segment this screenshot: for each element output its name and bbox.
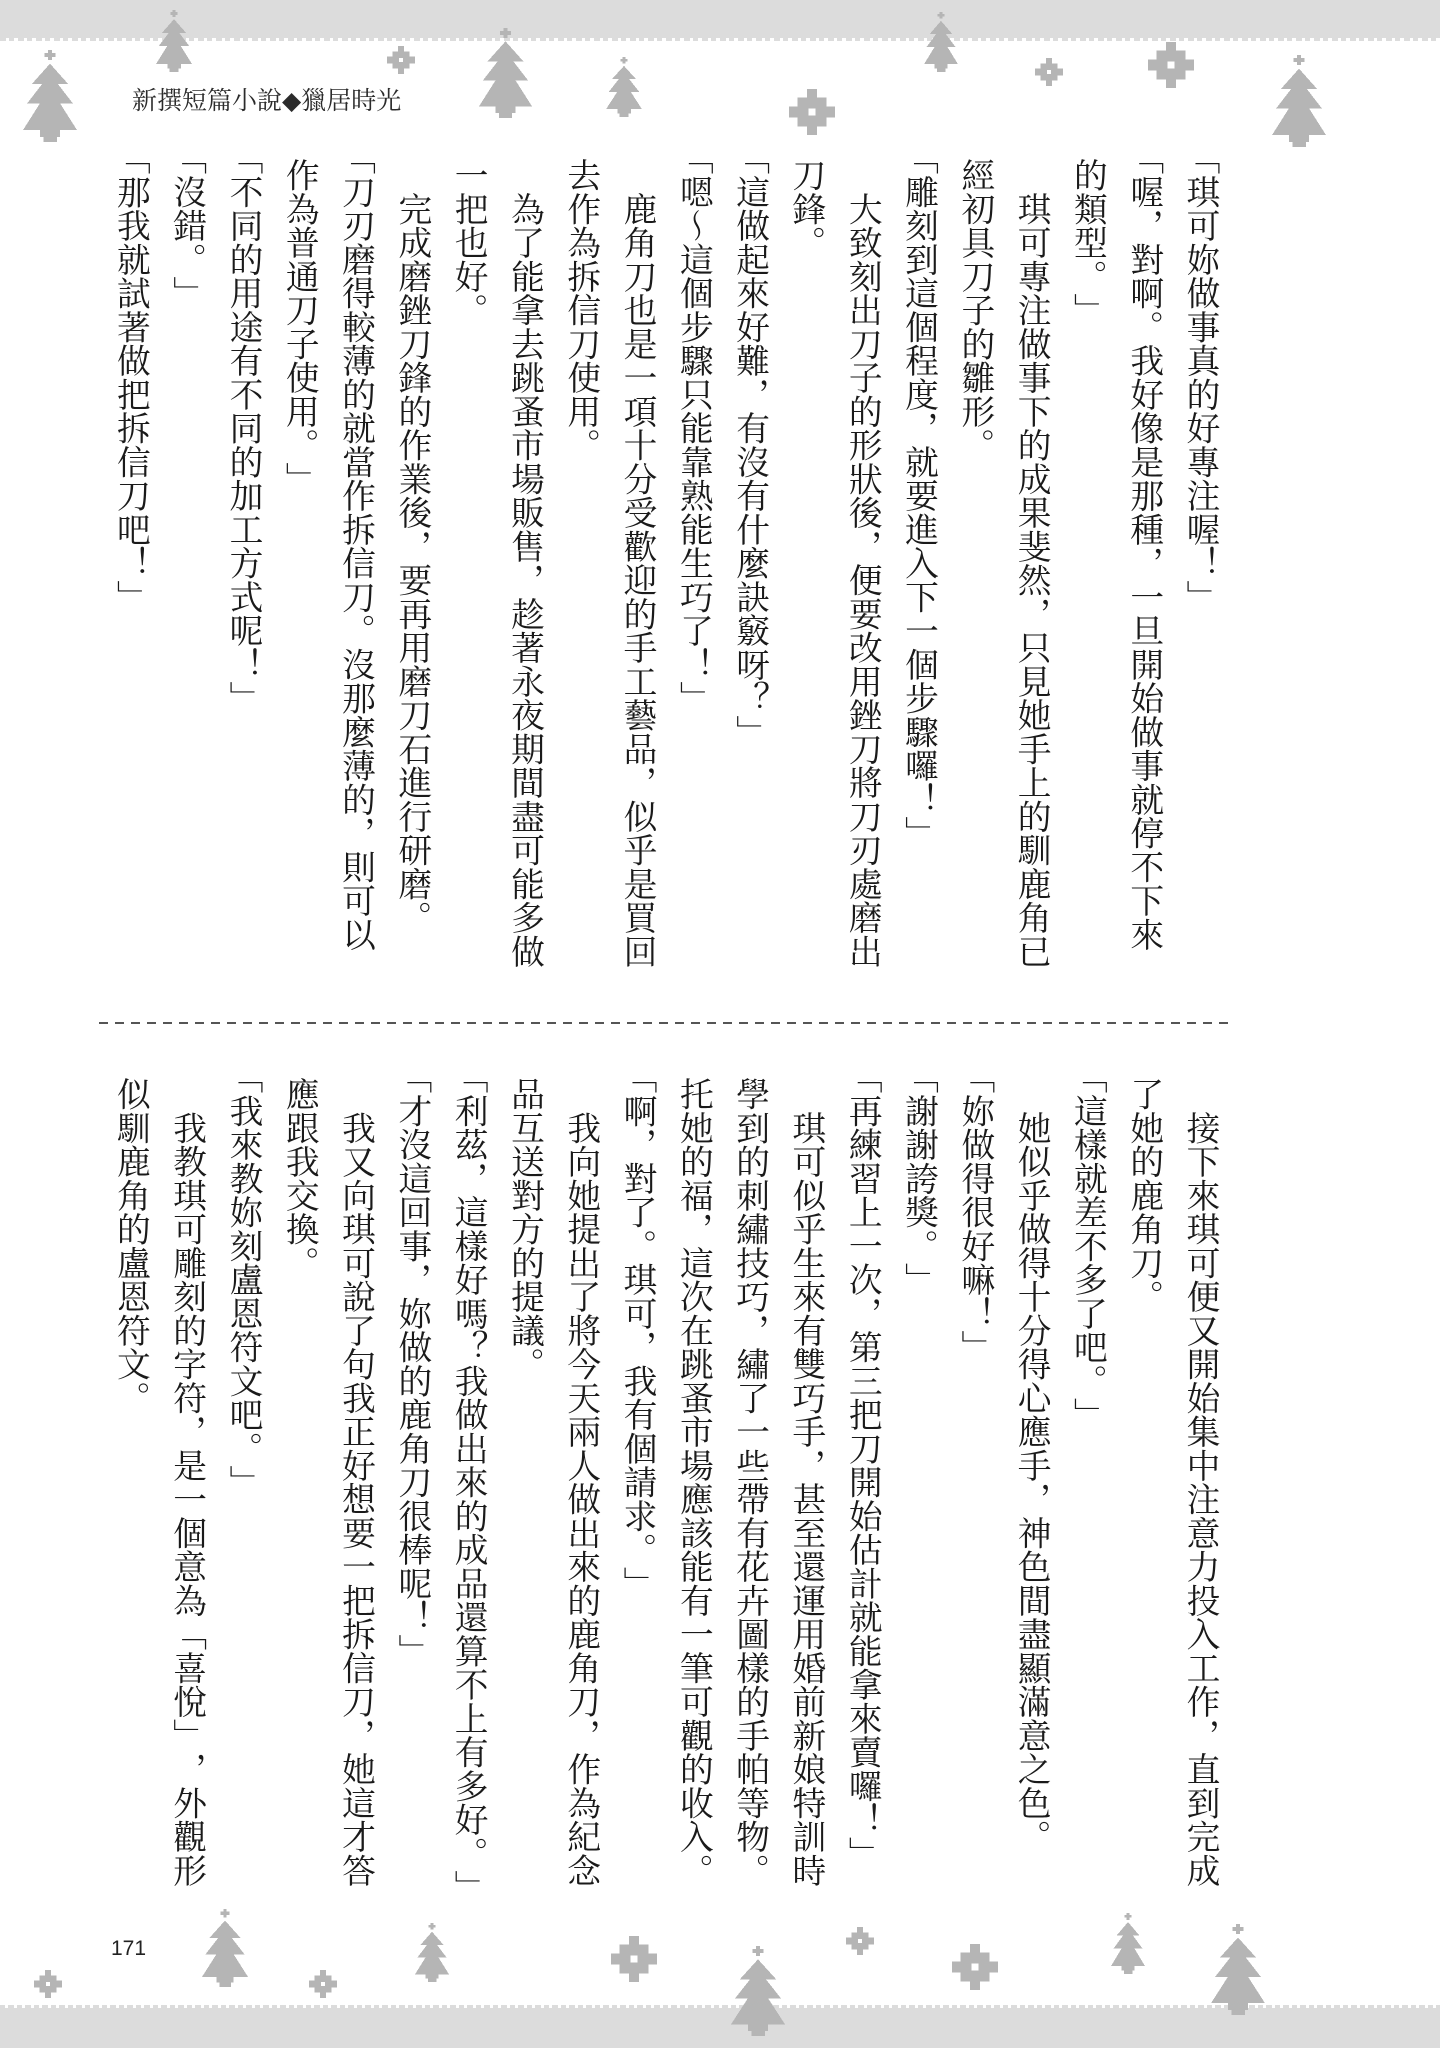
snowflake-icon bbox=[846, 1927, 874, 1955]
text-column: 托她的福，這次在跳蚤市場應該能有一筆可觀的收入。 bbox=[674, 1077, 714, 1887]
dialogue-paragraph bbox=[215, 1060, 271, 1907]
snowflake-icon bbox=[387, 46, 415, 74]
text-column: 學到的刺繡技巧，繡了一些帶有花卉圖樣的手帕等物。 bbox=[730, 1077, 770, 1887]
dialogue-paragraph bbox=[890, 1060, 946, 1907]
narration-paragraph bbox=[947, 158, 1060, 988]
narration-paragraph bbox=[552, 158, 665, 988]
text-column: 了她的鹿角刀。 bbox=[1124, 1077, 1164, 1314]
text-column: 「謝謝誇獎。」 bbox=[899, 1060, 939, 1297]
narration-paragraph bbox=[778, 158, 891, 988]
dialogue-paragraph bbox=[271, 141, 384, 988]
dialogue-paragraph bbox=[834, 1060, 890, 1907]
text-column: 我教琪可雕刻的字符，是一個意為「喜悅」，外觀形 bbox=[167, 1077, 207, 1887]
snowflake-icon bbox=[34, 1970, 62, 1998]
text-column: 「我來教妳刻盧恩符文吧。」 bbox=[223, 1060, 263, 1499]
text-column: 我向她提出了將今天兩人做出來的鹿角刀，作為紀念 bbox=[561, 1077, 601, 1887]
text-column: 我又向琪可說了句我正好想要一把拆信刀，她這才答 bbox=[336, 1077, 376, 1887]
tree-icon bbox=[23, 50, 77, 142]
dialogue-paragraph bbox=[384, 1060, 440, 1907]
text-column: 應跟我交換。 bbox=[280, 1077, 320, 1280]
dialogue-paragraph bbox=[609, 1060, 665, 1907]
text-column: 「嗯～這個步驟只能靠熟能生巧了！」 bbox=[674, 141, 714, 715]
text-column: 「雕刻到這個程度，就要進入下一個步驟囉！」 bbox=[899, 141, 939, 850]
running-header: 新撰短篇小說◆獵居時光 bbox=[132, 86, 402, 115]
text-column: 「利茲，這樣好嗎？我做出來的成品還算不上有多好。」 bbox=[449, 1060, 489, 1904]
snowflake-icon bbox=[789, 89, 835, 135]
text-column: 她似乎做得十分得心應手，神色間盡顯滿意之色。 bbox=[1012, 1077, 1052, 1854]
text-column: 為了能拿去跳蚤市場販售，趁著永夜期間盡可能多做 bbox=[505, 158, 545, 968]
tree-icon bbox=[924, 12, 958, 72]
dialogue-paragraph bbox=[1059, 1060, 1115, 1907]
text-column: 「沒錯。」 bbox=[167, 141, 207, 310]
snowflake-icon bbox=[1035, 58, 1063, 86]
dialogue-paragraph bbox=[1172, 141, 1228, 988]
text-column: 作為普通刀子使用。」 bbox=[280, 158, 320, 496]
tree-icon bbox=[156, 10, 192, 72]
tree-icon bbox=[731, 1946, 785, 2036]
scene-break-dashed-line bbox=[99, 1022, 1229, 1024]
text-column: 經初具刀子的雛形。 bbox=[955, 158, 995, 462]
snowflake-icon bbox=[952, 1944, 998, 1990]
narration-paragraph bbox=[440, 158, 553, 988]
tree-icon bbox=[479, 28, 532, 118]
text-column: 「喔，對啊。我好像是那種，一旦開始做事就停不下來 bbox=[1124, 141, 1164, 952]
text-block-lower bbox=[102, 1060, 1228, 1907]
tree-icon bbox=[1272, 55, 1326, 147]
text-column: 接下來琪可便又開始集中注意力投入工作，直到完成 bbox=[1181, 1077, 1220, 1887]
dialogue-paragraph bbox=[102, 141, 158, 988]
dialogue-paragraph bbox=[215, 141, 271, 988]
text-block-upper bbox=[102, 141, 1228, 988]
dialogue-paragraph bbox=[158, 141, 214, 988]
tree-icon bbox=[1211, 1924, 1265, 2015]
text-column: 琪可似乎生來有雙巧手，甚至還運用婚前新娘特訓時 bbox=[786, 1077, 826, 1887]
text-column: 「這樣就差不多了吧。」 bbox=[1068, 1060, 1108, 1432]
page-number: 171 bbox=[111, 1937, 147, 1960]
tree-icon bbox=[1111, 1913, 1145, 1974]
text-column: 「妳做得很好嘛！」 bbox=[955, 1060, 995, 1364]
narration-paragraph bbox=[496, 1077, 609, 1907]
tree-icon bbox=[202, 1909, 248, 1987]
narration-paragraph bbox=[271, 1077, 384, 1907]
text-column: 的類型。」 bbox=[1068, 158, 1108, 327]
tree-icon bbox=[415, 1923, 449, 1982]
tree-icon bbox=[606, 57, 642, 117]
text-column: 「啊，對了。琪可，我有個請求。」 bbox=[618, 1060, 658, 1601]
text-column: 「才沒這回事，妳做的鹿角刀很棒呢！」 bbox=[392, 1060, 432, 1668]
narration-paragraph bbox=[665, 1077, 834, 1907]
dialogue-paragraph bbox=[947, 1060, 1003, 1907]
text-column: 琪可專注做事下的成果斐然，只見她手上的馴鹿角已 bbox=[1012, 158, 1052, 968]
text-column: 刀鋒。 bbox=[786, 158, 826, 260]
narration-paragraph bbox=[1115, 1077, 1228, 1907]
narration-paragraph bbox=[102, 1077, 215, 1907]
dialogue-paragraph bbox=[1059, 141, 1172, 988]
dialogue-paragraph bbox=[721, 141, 777, 988]
text-column: 完成磨銼刀鋒的作業後，要再用磨刀石進行研磨。 bbox=[392, 158, 432, 935]
snowflake-icon bbox=[611, 1936, 657, 1982]
dialogue-paragraph bbox=[890, 141, 946, 988]
text-column: 大致刻出刀子的形狀後，便要改用銼刀將刀刃處磨出 bbox=[843, 158, 883, 968]
dialogue-paragraph bbox=[665, 141, 721, 988]
text-column: 品互送對方的提議。 bbox=[505, 1077, 545, 1381]
dialogue-paragraph bbox=[440, 1060, 496, 1907]
text-column: 去作為拆信刀使用。 bbox=[561, 158, 601, 462]
text-column: 鹿角刀也是一項十分受歡迎的手工藝品，似乎是買回 bbox=[618, 158, 658, 968]
text-column: 一把也好。 bbox=[449, 158, 489, 327]
narration-paragraph bbox=[384, 158, 440, 988]
text-column: 「再練習上一次，第三把刀開始估計就能拿來賣囉！」 bbox=[843, 1060, 883, 1871]
text-column: 「琪可妳做事真的好專注喔！」 bbox=[1181, 141, 1220, 614]
narration-paragraph bbox=[1003, 1077, 1059, 1907]
text-column: 「這做起來好難，有沒有什麼訣竅呀？」 bbox=[730, 141, 770, 749]
text-column: 「刀刃磨得較薄的就當作拆信刀。沒那麼薄的，則可以 bbox=[336, 141, 376, 952]
text-column: 「不同的用途有不同的加工方式呢！」 bbox=[223, 141, 263, 715]
text-column: 「那我就試著做把拆信刀吧！」 bbox=[111, 141, 151, 614]
text-column: 似馴鹿角的盧恩符文。 bbox=[111, 1077, 151, 1415]
top-border-band bbox=[0, 0, 1440, 38]
snowflake-icon bbox=[309, 1970, 337, 1998]
snowflake-icon bbox=[1148, 42, 1194, 88]
